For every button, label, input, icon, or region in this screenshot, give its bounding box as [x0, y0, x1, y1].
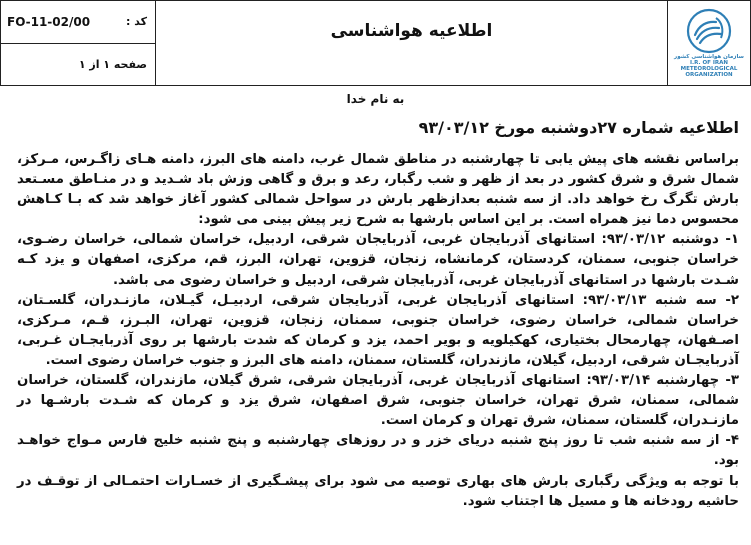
page-number: صفحه ۱ از ۱	[78, 57, 147, 71]
organization-name	[674, 54, 744, 78]
meteorological-logo-icon	[686, 8, 732, 54]
forecast-item-2: ۲- سه شنبه ۹۳/۰۳/۱۳: استانهای آذربایجان غربی، آذربایجان شرقی، اردبیـل، گیـلان، مازنـدران، گلسـتان، خراسان شمالی، خراسان رضوی، خراسان جنوبی، سمنان، زنجان، قزوین، تهران، البـرز، قـم، مـرکزی، اصـفهان، چهارمحال بختیاری، کهکیلویه و بویر احمد، یزد و کرمان که شدت بارشها بر روی آذربایجـان غـربی، آذربایجـان شرقی، اردبیل، گیلان، مازندران، گلستان، سمنان، دامنه های البرز و جنوب خراسان رضوی است.	[17, 292, 739, 368]
organization-name-line2: METEOROLOGICAL	[680, 66, 738, 72]
forecast-item-4: ۴- از سه شنبه شب تا روز پنج شنبه دریای خزر و در روزهای چهارشنبه و پنج شنبه خلیج فارس مـواج خواهـد بود.	[17, 433, 739, 469]
organization-name-fa: سازمان هواشناسی کشور	[674, 54, 744, 60]
document-title: اطلاعیه هواشناسی	[330, 21, 493, 41]
document-code-cell	[1, 1, 155, 43]
organization-name-line3: ORGANIZATION	[685, 72, 733, 78]
forecast-item-3: ۳- چهارشنبه ۹۳/۰۳/۱۴: استانهای آذربایجان غربی، آذربایجان شرقی، شرق گیلان، مازندران، گلستان، خراسان شمالی، سمنان، شرق تهران، خراسان جنوبی، شرق اصفهان، شرق یزد و کرمان که شـدت بارشـها در مازنـدران، گلستان، سمنان، شرق تهران و کرمان است.	[17, 373, 739, 429]
closing-advice: با توجه به ویژگی رگباری بارش های بهاری توصیه می شود برای پیشـگیری از خسـارات احتمـالی از توقـف در حاشیه رودخانه ها و مسیل ها اجتناب شود.	[17, 473, 739, 509]
document-header	[0, 0, 751, 86]
document-code-label: کد :	[126, 15, 147, 29]
forecast-item-1: ۱- دوشنبه ۹۳/۰۳/۱۲: استانهای آذربایجان غربی، آذربایجان شرقی، اردبیل، خراسان شمالی، خراسان رضـوی، خراسان جنوبی، سمنان، کردستان، کرمانشاه، زنجان، قزوین، تهران، البرز، قم، مرکزی، اصفهان و یزد کـه شـدت بارشها در استانهای آذربایجان غربی، آذربایجان شرقی، اردبیل و خراسان رضوی می باشد.	[17, 232, 739, 288]
announcement-heading: اطلاعیه شماره ۲۷دوشنبه مورخ ۹۳/۰۳/۱۲	[418, 118, 739, 137]
announcement-body	[17, 150, 739, 512]
page-number-cell	[1, 43, 155, 86]
organization-logo	[668, 1, 750, 85]
document-code: FO-11-02/00	[7, 14, 91, 29]
header-title-cell	[156, 1, 668, 85]
intro-paragraph: براساس نقشه های پیش یابی تا چهارشنبه در مناطق شمال غرب، دامنه های البرز، دامنه هـای زاگـرس، مـرکز، شمال شرق و شرق کشور در بعد از ظهر و شب رگبار، رعد و برق و گاهی وزش باد شـدید و در منـاطق مسـتعد بارش تگرگ رخ خواهد داد. از سه شنبه بعدازظهر بارش در سواحل شمالی کشور آغاز خواهد شد که بـا کـاهش محسوس دما نیز همراه است. بر این اساس بارشها به شرح زیر پیش بینی می شود:	[17, 152, 739, 228]
bismillah: به نام خدا	[346, 92, 405, 106]
header-meta	[1, 1, 156, 85]
organization-name-line1: I.R. OF IRAN	[690, 60, 728, 66]
